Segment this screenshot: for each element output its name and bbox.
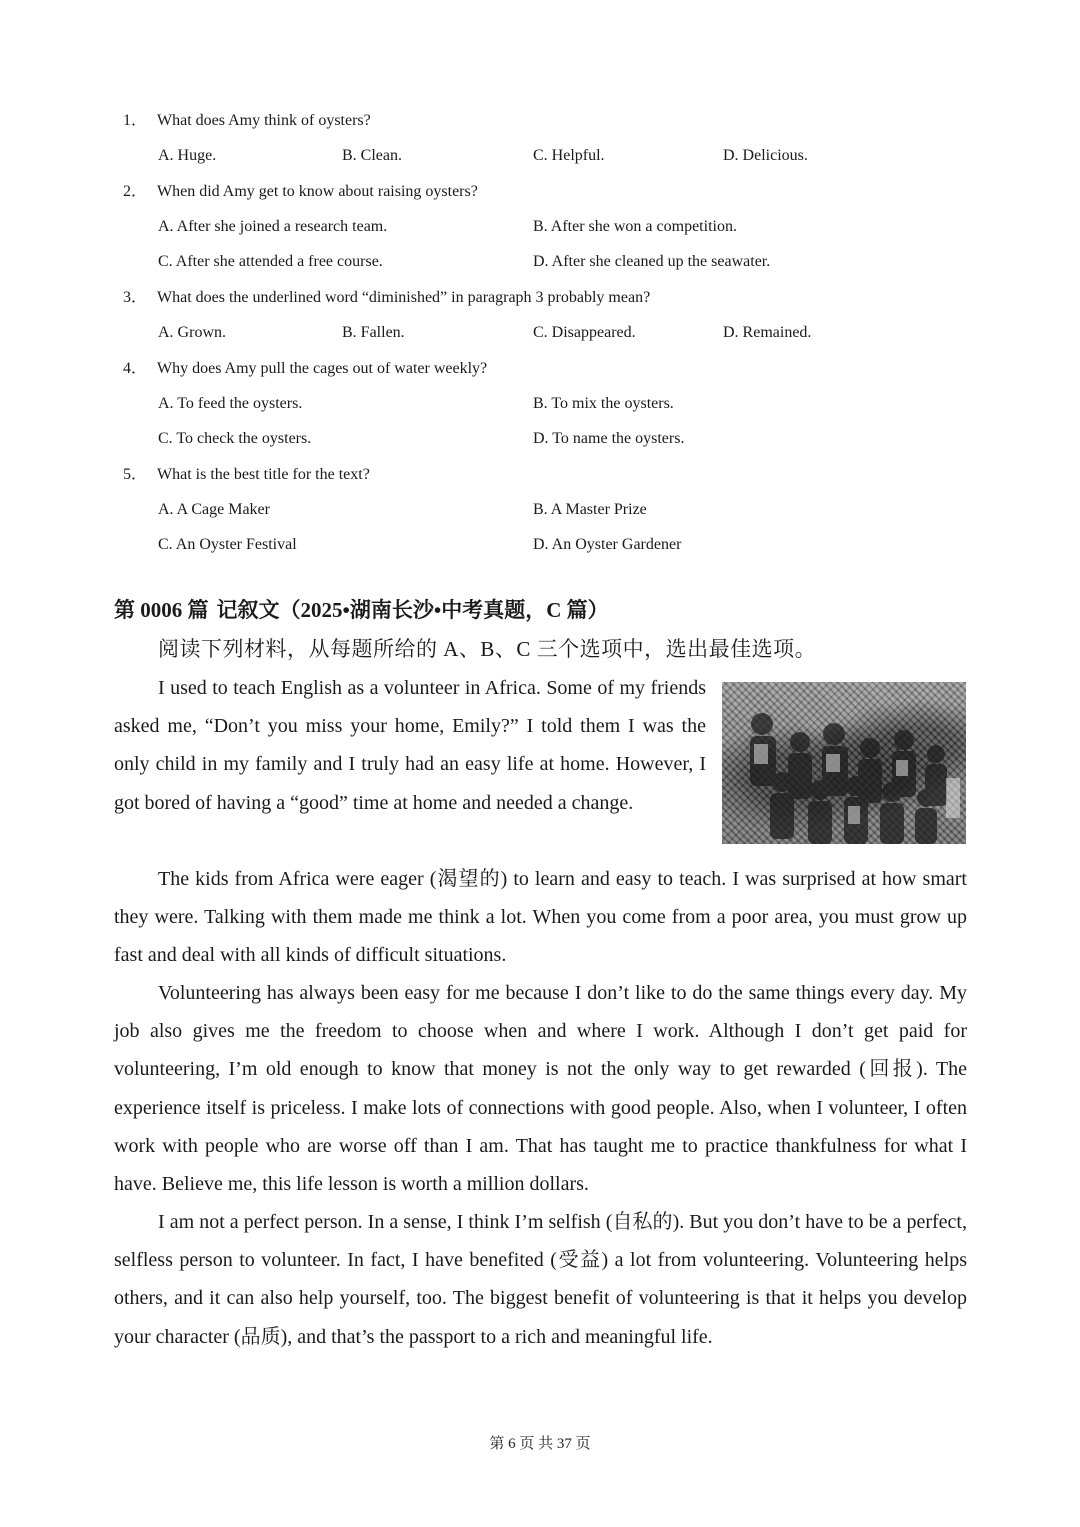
option-1a: A. Huge. bbox=[158, 147, 217, 164]
question-text: When did Amy get to know about raising oysters? bbox=[157, 183, 478, 200]
question-text: Why does Amy pull the cages out of water weekly? bbox=[157, 360, 488, 377]
passage-paragraph-4: I am not a perfect person. In a sense, I think I’m selfish (自私的). But you don’t have to be a perfect, selfless person to volunteer. In fact, I have benefited (受益) a lot from volunteering. Volunteering helps others, and it can also help yourself, too. The biggest benefit of volunteering is that it helps you develop your character (品质), and that’s the passport to a rich and meaningful life. bbox=[114, 1211, 967, 1348]
option-3a: A. Grown. bbox=[158, 324, 226, 341]
question-number: 2． bbox=[123, 183, 148, 200]
question-number: 3． bbox=[123, 289, 148, 306]
passage-paragraph-1: I used to teach English as a volunteer in Africa. Some of my friends asked me, “Don’t you miss your home, Emily?” I told them I was the only child in my family and I truly had an easy life at home. However, I got bored of having a “good” time at home and needed a change. bbox=[114, 677, 706, 814]
question-text: What is the best title for the text? bbox=[157, 466, 370, 483]
option-5c: C. An Oyster Festival bbox=[158, 536, 297, 553]
question-1 bbox=[123, 109, 371, 133]
option-2b: B. After she won a competition. bbox=[533, 218, 737, 235]
question-3 bbox=[123, 286, 650, 310]
question-5 bbox=[123, 463, 370, 487]
option-3d: D. Remained. bbox=[723, 324, 812, 341]
option-3c: C. Disappeared. bbox=[533, 324, 636, 341]
volunteer-photo bbox=[722, 682, 966, 844]
option-4b: B. To mix the oysters. bbox=[533, 395, 674, 412]
section-title bbox=[114, 596, 609, 624]
option-1d: D. Delicious. bbox=[723, 147, 808, 164]
section-number: 第 0006 篇 bbox=[114, 598, 209, 622]
option-2d: D. After she cleaned up the seawater. bbox=[533, 253, 771, 270]
option-2a: A. After she joined a research team. bbox=[158, 218, 388, 235]
option-4d: D. To name the oysters. bbox=[533, 430, 685, 447]
question-number: 5． bbox=[123, 466, 148, 483]
passage-paragraph-2: The kids from Africa were eager (渴望的) to learn and easy to teach. I was surprised at how smart they were. Talking with them made me think a lot. When you come from a poor area, you must grow up fast and deal with all kinds of difficult situations. bbox=[114, 868, 967, 967]
question-4 bbox=[123, 357, 487, 381]
section-instruction: 阅读下列材料，从每题所给的 A、B、C 三个选项中，选出最佳选项。 bbox=[158, 637, 817, 661]
option-4a: A. To feed the oysters. bbox=[158, 395, 303, 412]
question-2 bbox=[123, 180, 478, 204]
option-1b: B. Clean. bbox=[342, 147, 402, 164]
option-3b: B. Fallen. bbox=[342, 324, 405, 341]
question-number: 4． bbox=[123, 360, 148, 377]
option-4c: C. To check the oysters. bbox=[158, 430, 312, 447]
option-5b: B. A Master Prize bbox=[533, 501, 647, 518]
passage-paragraph-3: Volunteering has always been easy for me because I don’t like to do the same things every day. My job also gives me the freedom to choose when and where I work. Although I don’t get paid for volunteering, I’m old enough to know that money is not the only way to get rewarded (回报). The experience itself is priceless. I make lots of connections with good people. Also, when I volunteer, I often work with people who are worse off than I am. That has taught me to practice thankfulness for what I have. Believe me, this life lesson is worth a million dollars. bbox=[114, 982, 967, 1196]
question-text: What does Amy think of oysters? bbox=[157, 112, 371, 129]
option-5d: D. An Oyster Gardener bbox=[533, 536, 682, 553]
question-number: 1． bbox=[123, 112, 148, 129]
option-2c: C. After she attended a free course. bbox=[158, 253, 383, 270]
option-1c: C. Helpful. bbox=[533, 147, 605, 164]
section-genre: 记叙文（2025•湖南长沙•中考真题，C 篇） bbox=[216, 598, 609, 622]
question-text: What does the underlined word “diminished” in paragraph 3 probably mean? bbox=[157, 289, 651, 306]
option-5a: A. A Cage Maker bbox=[158, 501, 270, 518]
page-footer: 第 6 页 共 37 页 bbox=[489, 1436, 591, 1452]
